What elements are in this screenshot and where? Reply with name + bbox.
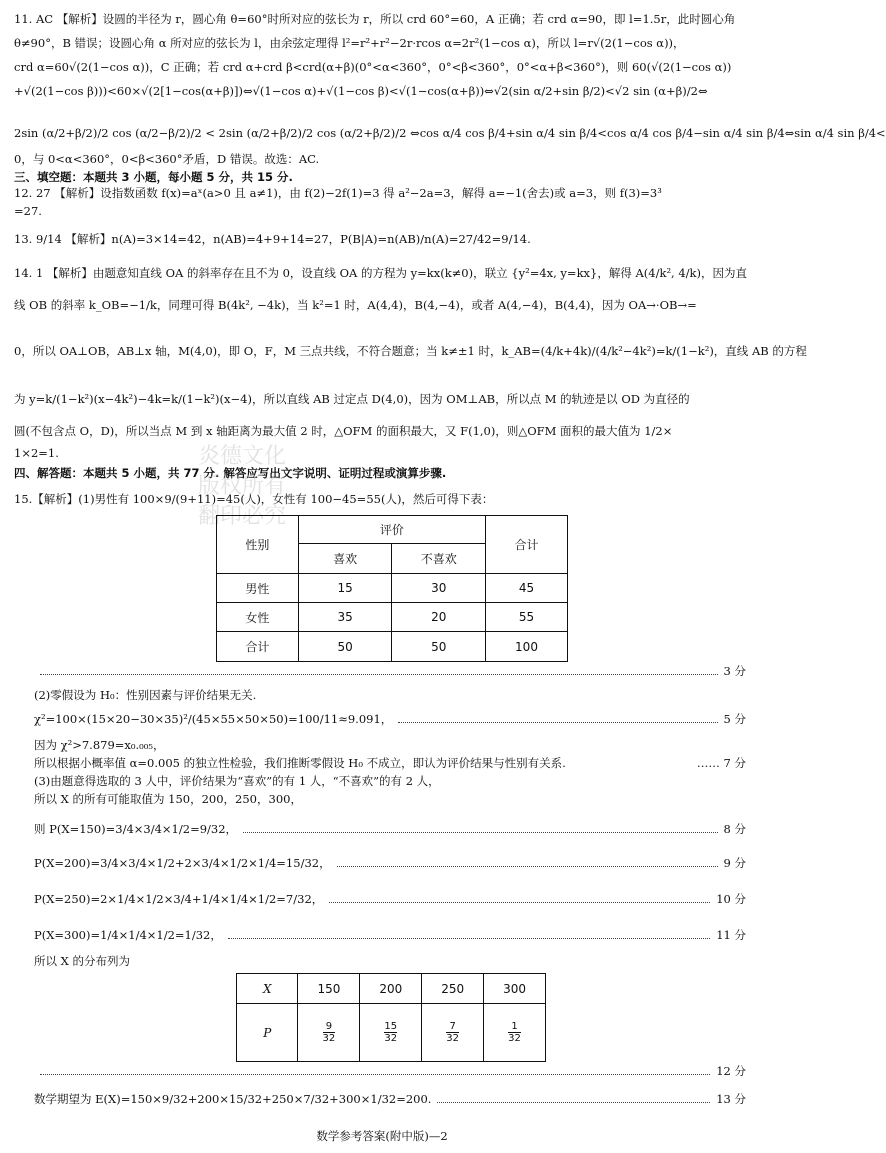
cell-dislike: 20	[392, 603, 486, 632]
watermark-line-1: 炎德文化	[197, 444, 286, 469]
cell-like: 35	[298, 603, 392, 632]
header-gender: 性别	[217, 516, 299, 574]
score-line-12	[34, 1064, 746, 1079]
score-5: 5 分	[723, 712, 746, 726]
q11-line-4: +√(2(1−cos β)))<60×√(2[1−cos(α+β)])⇔√(1−cos α)+√(1−cos β)<√(1−cos(α+β))⇔√2(sin α/2+sin β/2)<√2 sin (α+β)/2⇔	[14, 84, 708, 98]
denominator: 32	[446, 1033, 460, 1044]
q11-line-6: 0，与 0<α<360°，0<β<360°矛盾，D 错误。故选：AC.	[14, 152, 320, 166]
x-value: 250	[422, 974, 484, 1004]
watermark-line-2: 版权所有	[197, 474, 286, 499]
cell-total: 100	[486, 632, 568, 662]
x-value: 200	[360, 974, 422, 1004]
dot-leader	[40, 665, 718, 675]
score-line-8	[34, 822, 746, 837]
denominator: 32	[508, 1033, 521, 1044]
expectation-formula: 数学期望为 E(X)=150×9/32+200×15/32+250×7/32+300×1/32=200.	[34, 1092, 432, 1106]
q11-line-5: 2sin (α/2+β/2)/2 cos (α/2−β/2)/2 < 2sin (α/2+β/2)/2 cos (α/2+β/2)/2 ⇔cos α/4 cos β/4+sin α/4 sin β/4<cos α/4 cos β/4−sin α/4 sin β/4⇔sin α/4 sin β/4<	[14, 126, 886, 140]
distribution-intro: 所以 X 的分布列为	[34, 954, 130, 968]
q15-part3-line-2: 所以 X 的所有可能取值为 150，200，250，300，	[34, 792, 302, 806]
q14-line-5: 圆(不包含点 O，D)，所以当点 M 到 x 轴距离为最大值 2 时，△OFM 的面积最大，又 F(1,0)，则△OFM 面积的最大值为 1/2×	[14, 424, 673, 438]
score-13: 13 分	[716, 1092, 746, 1106]
numerator: 15	[384, 1021, 398, 1032]
q15-part3-line-1: (3)由题意得选取的 3 人中，评价结果为“喜欢”的有 1 人，“不喜欢”的有 2 人，	[34, 774, 440, 788]
cell-like: 15	[298, 574, 392, 603]
contingency-table	[216, 515, 568, 662]
section-3-heading: 三、填空题：本题共 3 小题，每小题 5 分，共 15 分.	[14, 170, 293, 184]
header-p: P	[237, 1004, 298, 1062]
q14-line-3: 0，所以 OA⊥OB，AB⊥x 轴，M(4,0)，即 O，F，M 三点共线，不符合题意；当 k≠±1 时，k_AB=(4/k+4k)/(4/k²−4k²)=k/(1−k²)，直线 AB 的方程	[14, 344, 807, 358]
header-evaluation: 评价	[298, 516, 485, 544]
cell-total: 45	[486, 574, 568, 603]
dot-leader	[243, 823, 717, 833]
cell-like: 50	[298, 632, 392, 662]
fraction	[323, 1021, 336, 1044]
score-3: 3 分	[723, 664, 746, 678]
chi-square-formula: χ²=100×(15×20−30×35)²/(45×55×50×50)=100/11≈9.091，	[34, 712, 393, 726]
score-line-7	[34, 756, 746, 771]
p-value	[422, 1004, 484, 1062]
q14-line-1: 14. 1 【解析】由题意知直线 OA 的斜率存在且不为 0，设直线 OA 的方程为 y=kx(k≠0)，联立 {y²=4x, y=kx}，解得 A(4/k², 4/k)，因为直	[14, 266, 748, 280]
dot-leader	[228, 929, 710, 939]
dot-leader	[337, 857, 718, 867]
section-4-heading: 四、解答题：本题共 5 小题，共 77 分. 解答应写出文字说明、证明过程或演算步骤.	[14, 466, 447, 480]
score-line-10	[34, 892, 746, 907]
x-value: 150	[298, 974, 360, 1004]
header-dislike: 不喜欢	[392, 544, 486, 574]
score-line-11	[34, 928, 746, 943]
header-x: X	[237, 974, 298, 1004]
table-row	[217, 632, 568, 662]
cell-total: 55	[486, 603, 568, 632]
q12-line-1: 12. 27 【解析】设指数函数 f(x)=aˣ(a>0 且 a≠1)，由 f(2)−2f(1)=3 得 a²−2a=3，解得 a=−1(舍去)或 a=3，则 f(3)=3³	[14, 186, 662, 200]
score-line-5	[34, 712, 746, 727]
dot-leader	[398, 713, 717, 723]
dot-leader	[40, 1065, 710, 1075]
prob-300: P(X=300)=1/4×1/4×1/2=1/32，	[34, 928, 222, 942]
q12-line-2: =27.	[14, 204, 42, 218]
dot-leader	[329, 893, 710, 903]
q15-part2-line-1: (2)零假设为 H₀：性别因素与评价结果无关.	[34, 688, 257, 702]
prob-150: 则 P(X=150)=3/4×3/4×1/2=9/32，	[34, 822, 238, 836]
score-line-3	[34, 664, 746, 679]
q14-line-4: 为 y=k/(1−k²)(x−4k²)−4k=k/(1−k²)(x−4)，所以直线 AB 过定点 D(4,0)，因为 OM⊥AB，所以点 M 的轨迹是以 OD 为直径的	[14, 392, 690, 406]
prob-200: P(X=200)=3/4×3/4×1/2+2×3/4×1/2×1/4=15/32，	[34, 856, 331, 870]
conclusion-text: 所以根据小概率值 α=0.005 的独立性检验，我们推断零假设 H₀ 不成立，即认为评价结果与性别有关系.	[34, 756, 566, 770]
table-row	[217, 603, 568, 632]
fraction	[384, 1021, 397, 1044]
score-8: 8 分	[723, 822, 746, 836]
q11-line-2: θ≠90°，B 错误；设圆心角 α 所对应的弦长为 l，由余弦定理得 l²=r²+r²−2r·rcos α=2r²(1−cos α)，所以 l=r√(2(1−cos α))，	[14, 36, 685, 50]
table-row	[217, 574, 568, 603]
prob-250: P(X=250)=2×1/4×1/2×3/4+1/4×1/4×1/2=7/32，	[34, 892, 324, 906]
q13-line-1: 13. 9/14 【解析】n(A)=3×14=42，n(AB)=4+9+14=27，P(B|A)=n(AB)/n(A)=27/42=9/14.	[14, 232, 531, 246]
watermark-line-3: 翻印必究	[197, 504, 286, 529]
denominator: 32	[322, 1033, 336, 1044]
q15-part2-line-3: 因为 χ²>7.879=x₀.₀₀₅，	[34, 738, 165, 752]
cell-dislike: 30	[392, 574, 486, 603]
q14-line-6: 1×2=1.	[14, 446, 59, 460]
score-7: …… 7 分	[696, 756, 746, 770]
q14-line-2: 线 OB 的斜率 k_OB=−1/k，同理可得 B(4k², −4k)，当 k²=1 时，A(4,4)，B(4,−4)，或者 A(4,−4)，B(4,4)，因为 OA→·OB→=	[14, 298, 697, 312]
row-label: 男性	[217, 574, 299, 603]
row-label: 女性	[217, 603, 299, 632]
header-total: 合计	[486, 516, 568, 574]
table-row	[237, 974, 546, 1004]
x-value: 300	[484, 974, 546, 1004]
header-like: 喜欢	[298, 544, 392, 574]
numerator: 1	[508, 1021, 521, 1033]
q11-line-3: crd α=60√(2(1−cos α))，C 正确；若 crd α+crd β<crd(α+β)(0°<α<360°，0°<β<360°，0°<α+β<360°)，则 60(√(2(1−cos α))	[14, 60, 732, 74]
score-9: 9 分	[723, 856, 746, 870]
page-footer: 数学参考答案(附中版)—2	[316, 1129, 448, 1143]
table-row	[237, 1004, 546, 1062]
fraction	[508, 1021, 521, 1044]
denominator: 32	[384, 1033, 398, 1044]
score-12: 12 分	[716, 1064, 746, 1078]
score-11: 11 分	[716, 928, 746, 942]
cell-dislike: 50	[392, 632, 486, 662]
p-value	[484, 1004, 546, 1062]
row-label: 合计	[217, 632, 299, 662]
numerator: 9	[323, 1021, 336, 1033]
p-value	[360, 1004, 422, 1062]
dot-leader	[437, 1093, 710, 1103]
score-10: 10 分	[716, 892, 746, 906]
score-line-13	[34, 1092, 746, 1107]
p-value	[298, 1004, 360, 1062]
numerator: 7	[446, 1021, 459, 1033]
score-line-9	[34, 856, 746, 871]
fraction	[446, 1021, 459, 1044]
distribution-table	[236, 973, 546, 1062]
q11-line-1: 11. AC 【解析】设圆的半径为 r，圆心角 θ=60°时所对应的弦长为 r，所以 crd 60°=60，A 正确；若 crd α=90，即 l=1.5r，此时圆心角	[14, 12, 736, 26]
q15-intro: 15.【解析】(1)男性有 100×9/(9+11)=45(人)，女性有 100−45=55(人)，然后可得下表：	[14, 492, 494, 506]
